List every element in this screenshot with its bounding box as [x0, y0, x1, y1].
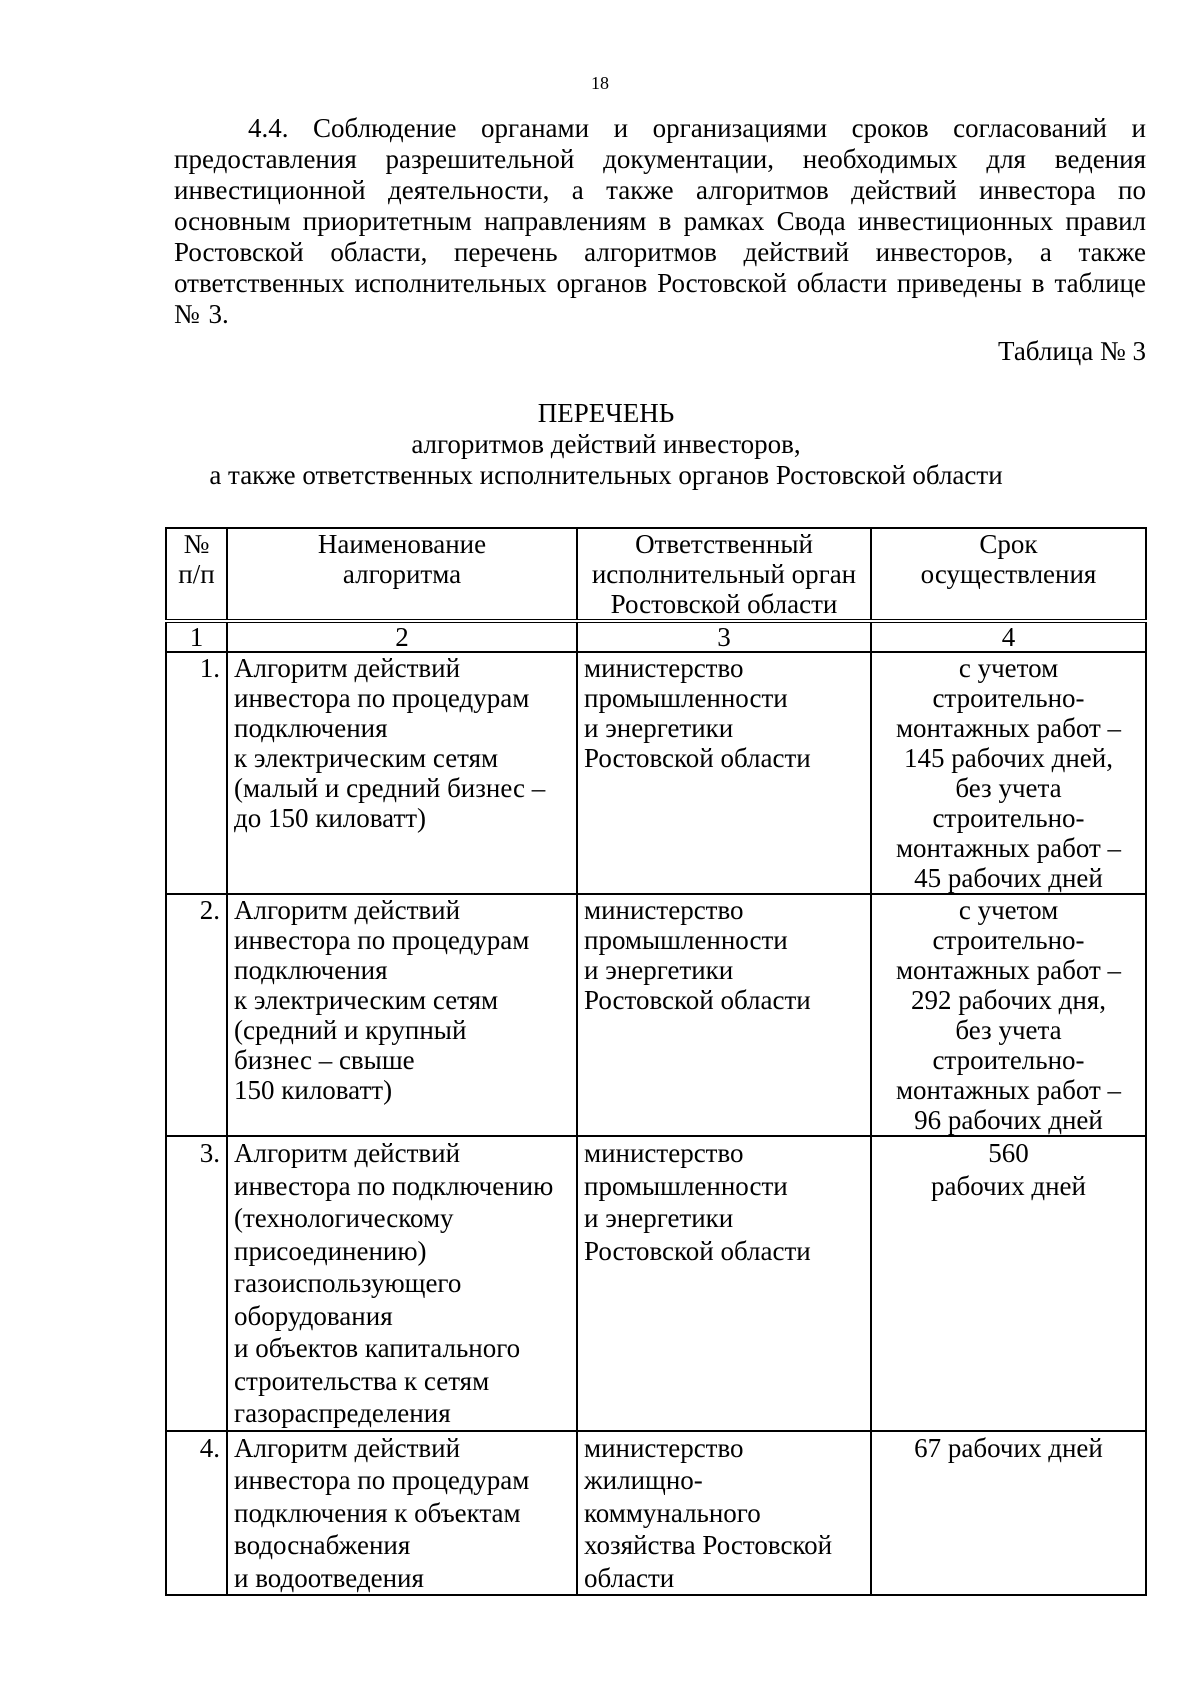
- row-responsible-org: министерство промышленности и энергетики Ростовской области: [577, 1136, 871, 1431]
- row-number: 1.: [166, 652, 227, 894]
- header-cell-term: Срок осуществления: [871, 528, 1146, 621]
- table-header-row: [166, 528, 1146, 621]
- index-cell-1: 1: [166, 621, 227, 652]
- row-responsible-org: министерство промышленности и энергетики Ростовской области: [577, 652, 871, 894]
- header-cell-org: Ответственный исполнительный орган Ростовской области: [577, 528, 871, 621]
- table-row: [166, 1136, 1146, 1431]
- index-cell-4: 4: [871, 621, 1146, 652]
- row-algorithm-name: Алгоритм действий инвестора по подключению (технологическому присоединению) газоиспользующего оборудования и объектов капитального строительства к сетям газораспределения: [227, 1136, 577, 1431]
- row-number: 4.: [166, 1431, 227, 1596]
- row-algorithm-name: Алгоритм действий инвестора по процедурам подключения к электрическим сетям (малый и средний бизнес – до 150 киловатт): [227, 652, 577, 894]
- body-paragraph: 4.4. Соблюдение органами и организациями сроков согласований и предоставления разрешительной документации, необходимых для ведения инвестиционной деятельности, а также алгоритмов действий инвестора по основным приоритетным направлениям в рамках Свода инвестиционных правил Ростовской области, перечень алгоритмов действий инвесторов, а также ответственных исполнительных органов Ростовской области приведены в таблице № 3.: [174, 113, 1146, 329]
- header-cell-number: № п/п: [166, 528, 227, 621]
- table-row: [166, 894, 1146, 1136]
- page-number: 18: [591, 73, 609, 93]
- table-row: [166, 652, 1146, 894]
- header-cell-name: Наименование алгоритма: [227, 528, 577, 621]
- table-row: [166, 1431, 1146, 1596]
- table-heading: [0, 398, 1200, 491]
- index-cell-3: 3: [577, 621, 871, 652]
- row-term: с учетом строительно- монтажных работ – 145 рабочих дней, без учета строительно- монтажных работ – 45 рабочих дней: [871, 652, 1146, 894]
- row-algorithm-name: Алгоритм действий инвестора по процедурам подключения к объектам водоснабжения и водоотведения: [227, 1431, 577, 1596]
- index-cell-2: 2: [227, 621, 577, 652]
- heading-title: ПЕРЕЧЕНЬ: [537, 398, 675, 428]
- row-term: 67 рабочих дней: [871, 1431, 1146, 1596]
- row-number: 2.: [166, 894, 227, 1136]
- table-index-row: [166, 621, 1146, 652]
- heading-subtitle-2: а также ответственных исполнительных органов Ростовской области: [209, 460, 1003, 490]
- row-number: 3.: [166, 1136, 227, 1431]
- algorithms-table: [165, 527, 1147, 1596]
- row-term: 560 рабочих дней: [871, 1136, 1146, 1431]
- table-label: Таблица № 3: [998, 336, 1146, 366]
- heading-subtitle-1: алгоритмов действий инвесторов,: [411, 429, 801, 459]
- row-algorithm-name: Алгоритм действий инвестора по процедурам подключения к электрическим сетям (средний и крупный бизнес – свыше 150 киловатт): [227, 894, 577, 1136]
- row-responsible-org: министерство промышленности и энергетики Ростовской области: [577, 894, 871, 1136]
- row-term: с учетом строительно- монтажных работ – 292 рабочих дня, без учета строительно- монтажных работ – 96 рабочих дней: [871, 894, 1146, 1136]
- row-responsible-org: министерство жилищно- коммунального хозяйства Ростовской области: [577, 1431, 871, 1596]
